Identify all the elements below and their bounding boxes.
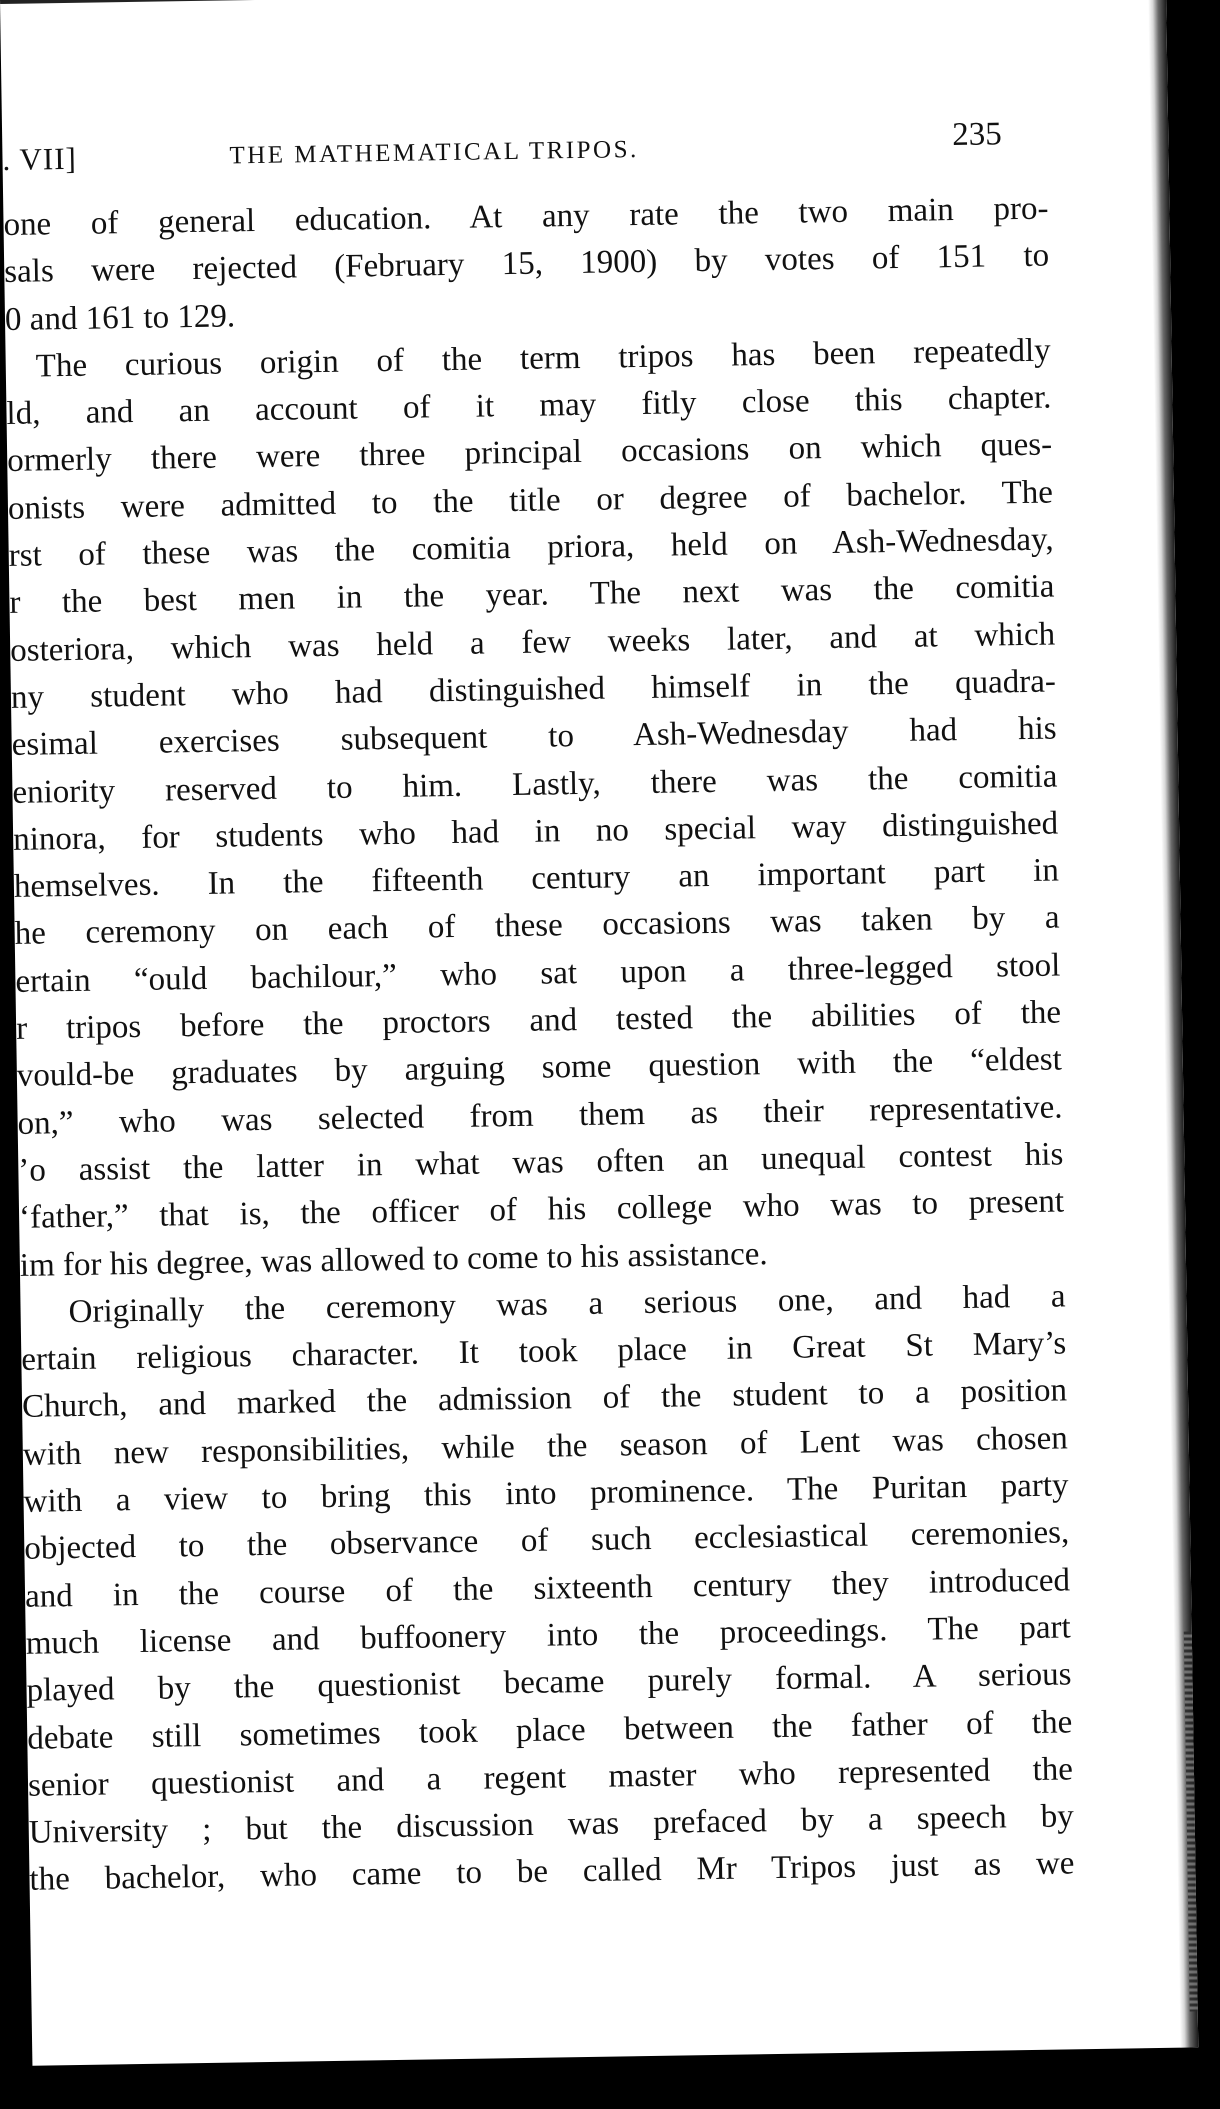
text-line: osteriora, which was held a few weeks later, and at which (9, 616, 1056, 669)
text-line: debate still sometimes took place between the father of the (27, 1703, 1073, 1757)
text-line: im for his degree, was allowed to come to his assistance. (19, 1235, 768, 1284)
running-head (2, 116, 1033, 182)
text-line: sals were rejected (February 15, 1900) by votes of 151 to (3, 237, 1050, 291)
text-line: hemselves. In the fifteenth century an important part in (13, 852, 1060, 906)
text-line: 0 and 161 to 129. (4, 297, 236, 338)
text-line: ertain religious character. It took place in Great St Mary’s (21, 1325, 1067, 1378)
text-line: r tripos before the proctors and tested the abilities of the (15, 994, 1062, 1047)
body-text (3, 185, 1080, 1904)
text-line: on,” who was selected from them as their representative. (17, 1089, 1063, 1142)
text-line: Church, and marked the admission of the student to a position (21, 1372, 1068, 1426)
text-line: with new responsibilities, while the season of Lent was chosen (22, 1420, 1069, 1473)
running-title: THE MATHEMATICAL TRIPOS. (229, 135, 639, 170)
text-line: ld, and an account of it may fitly close this chapter. (6, 379, 1052, 433)
text-line: r the best men in the year. The next was the comitia (9, 568, 1055, 622)
text-line: one of general education. At any rate the two main pro- (3, 190, 1049, 243)
text-line: ninora, for students who had in no special way distinguished (12, 805, 1059, 858)
text-line: The curious origin of the term tripos has been repeatedly (35, 332, 1051, 385)
page-number: 235 (951, 116, 1003, 154)
text-line: ’o assist the latter in what was often an unequal contest his (18, 1136, 1064, 1189)
text-line: ‘father,” that is, the officer of his college who was to present (18, 1183, 1065, 1237)
text-line: and in the course of the sixteenth century they introduced (24, 1562, 1071, 1615)
text-line: senior questionist and a regent master who represented the (27, 1751, 1074, 1804)
scan-top-border (0, 0, 1166, 4)
text-line: objected to the observance of such ecclesiastical ceremonies, (24, 1514, 1070, 1568)
text-line: ny student who had distinguished himself in the quadra- (10, 663, 1057, 716)
text-line: onists were admitted to the title or degree of bachelor. The (7, 474, 1054, 527)
text-line: the bachelor, who came to be called Mr Tripos just as we (29, 1845, 1075, 1899)
text-line: ertain “ould bachilour,” who sat upon a three-legged stool (15, 947, 1061, 1000)
text-line: eniority reserved to him. Lastly, there was the comitia (12, 758, 1058, 811)
text-line: University ; but the discussion was prefaced by a speech by (28, 1798, 1074, 1851)
text-line: vould-be graduates by arguing some question with the “eldest (16, 1041, 1063, 1095)
text-line: esimal exercises subsequent to Ash-Wednesday had his (11, 710, 1057, 764)
text-line: he ceremony on each of these occasions was taken by a (14, 899, 1060, 953)
chapter-reference: . VII] (2, 140, 78, 177)
text-line: with a view to bring this into prominence. The Puritan party (23, 1467, 1069, 1520)
text-line: played by the questionist became purely formal. A serious (26, 1656, 1072, 1709)
text-line: rst of these was the comitia priora, held on Ash-Wednesday, (8, 521, 1054, 575)
text-line: ormerly there were three principal occasions on which ques- (6, 427, 1053, 480)
text-line: much license and buffoonery into the proceedings. The part (25, 1609, 1071, 1662)
text-line: Originally the ceremony was a serious one, and had a (68, 1278, 1066, 1330)
